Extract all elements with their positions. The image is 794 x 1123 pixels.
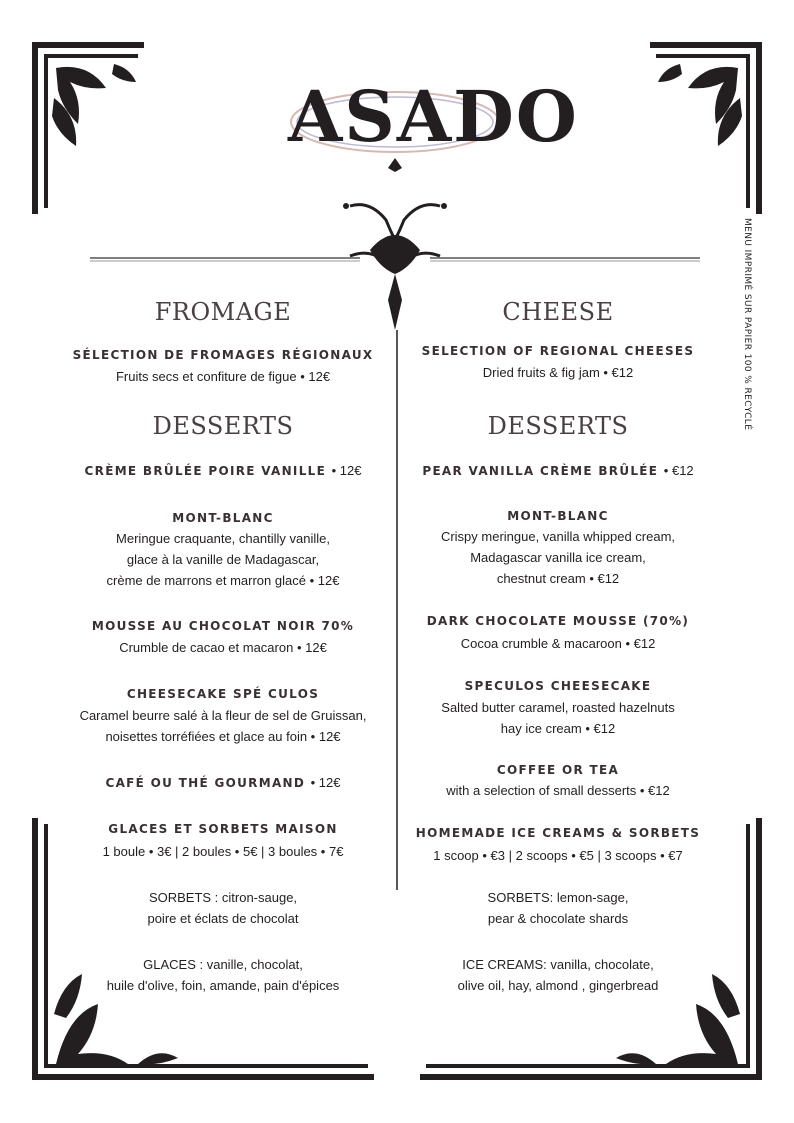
item-desc-mont-blanc xyxy=(58,528,388,591)
logo xyxy=(288,62,579,172)
desc-line: Salted butter caramel, roasted hazelnuts xyxy=(441,700,675,715)
item-name-coffee-en: COFFEE OR TEA xyxy=(496,763,620,777)
item-desc-mont-blanc-en xyxy=(393,526,723,589)
desc-line: crème de marrons et marron glacé • 12€ xyxy=(106,573,340,588)
item-name-creme-brulee: CRÈME BRÛLÉE POIRE VANILLE xyxy=(84,464,327,478)
desc-line: huile d'olive, foin, amande, pain d'épices xyxy=(106,978,340,993)
desc-line: Meringue craquante, chantilly vanille, xyxy=(116,531,330,546)
section-title-desserts-en: DESSERTS xyxy=(487,412,629,440)
item-name-cheeses: SELECTION OF REGIONAL CHEESES xyxy=(421,344,695,358)
ice-creams-list-en xyxy=(393,954,723,996)
item-name-mousse: MOUSSE AU CHOCOLAT NOIR 70% xyxy=(91,619,355,633)
desc-line: GLACES : vanille, chocolat, xyxy=(143,957,303,972)
item-desc-ice-creams-en: 1 scoop • €3 | 2 scoops • €5 | 3 scoops • €7 xyxy=(433,848,683,863)
item-desc-mousse: Crumble de cacao et macaron • 12€ xyxy=(119,640,327,655)
item-name-cheesecake-en: SPECULOS CHEESECAKE xyxy=(464,679,652,693)
desc-line: SORBETS: lemon-sage, xyxy=(487,890,629,905)
desc-line: chestnut cream • €12 xyxy=(496,571,620,586)
desc-line: Caramel beurre salé à la fleur de sel de Gruissan, xyxy=(79,708,367,723)
desc-line: glace à la vanille de Madagascar, xyxy=(126,552,320,567)
sorbets-list-en xyxy=(393,887,723,929)
item-creme-brulee xyxy=(58,463,388,478)
item-name-cheesecake: CHEESECAKE SPÉ CULOS xyxy=(126,687,320,701)
item-creme-brulee-en xyxy=(393,463,723,478)
item-desc-glaces-sorbets: 1 boule • 3€ | 2 boules • 5€ | 3 boules • 7€ xyxy=(102,844,344,859)
item-name-glaces-sorbets: GLACES ET SORBETS MAISON xyxy=(108,822,338,836)
section-title-fromage: FROMAGE xyxy=(154,298,292,326)
desc-line: SORBETS : citron-sauge, xyxy=(148,890,298,905)
desc-line: Crispy meringue, vanilla whipped cream, xyxy=(440,529,676,544)
desc-line: Madagascar vanilla ice cream, xyxy=(470,550,646,565)
item-name-mont-blanc-en: MONT-BLANC xyxy=(507,509,609,523)
item-price-cafe-gourmand: • 12€ xyxy=(310,775,341,790)
desc-line: ICE CREAMS: vanilla, chocolate, xyxy=(462,957,654,972)
item-price-creme-brulee: • 12€ xyxy=(331,463,362,478)
recycled-paper-note: MENU IMPRIMÉ SUR PAPIER 100 % RECYCLÉ xyxy=(742,218,752,431)
sorbets-list xyxy=(58,887,388,929)
item-name-mousse-en: DARK CHOCOLATE MOUSSE (70%) xyxy=(426,614,690,628)
item-price-creme-brulee-en: • €12 xyxy=(663,463,694,478)
desc-line: poire et éclats de chocolat xyxy=(147,911,299,926)
item-desc-fromages: Fruits secs et confiture de figue • 12€ xyxy=(115,369,331,384)
item-name-cafe-gourmand: CAFÉ OU THÉ GOURMAND xyxy=(105,776,306,790)
desc-line: olive oil, hay, almond , gingerbread xyxy=(457,978,659,993)
item-desc-cheeses: Dried fruits & fig jam • €12 xyxy=(482,365,634,380)
item-desc-cheesecake-en xyxy=(393,697,723,739)
logo-text: ASADO xyxy=(288,75,579,158)
glaces-list xyxy=(58,954,388,996)
item-desc-coffee-en: with a selection of small desserts • €12 xyxy=(446,783,670,798)
item-cafe-gourmand xyxy=(58,775,388,790)
item-name-creme-brulee-en: PEAR VANILLA CRÈME BRÛLÉE xyxy=(422,464,659,478)
desc-line: hay ice cream • €12 xyxy=(500,721,616,736)
section-title-desserts: DESSERTS xyxy=(152,412,294,440)
section-title-cheese: CHEESE xyxy=(502,298,614,326)
item-desc-mousse-en: Cocoa crumble & macaroon • €12 xyxy=(460,636,656,651)
desc-line: pear & chocolate shards xyxy=(487,911,629,926)
item-name-ice-creams-en: HOMEMADE ICE CREAMS & SORBETS xyxy=(415,826,701,840)
item-desc-cheesecake xyxy=(58,705,388,747)
item-name-mont-blanc: MONT-BLANC xyxy=(172,511,274,525)
desc-line: noisettes torréfiées et glace au foin • 12€ xyxy=(105,729,341,744)
item-name-fromages: SÉLECTION DE FROMAGES RÉGIONAUX xyxy=(72,348,374,362)
